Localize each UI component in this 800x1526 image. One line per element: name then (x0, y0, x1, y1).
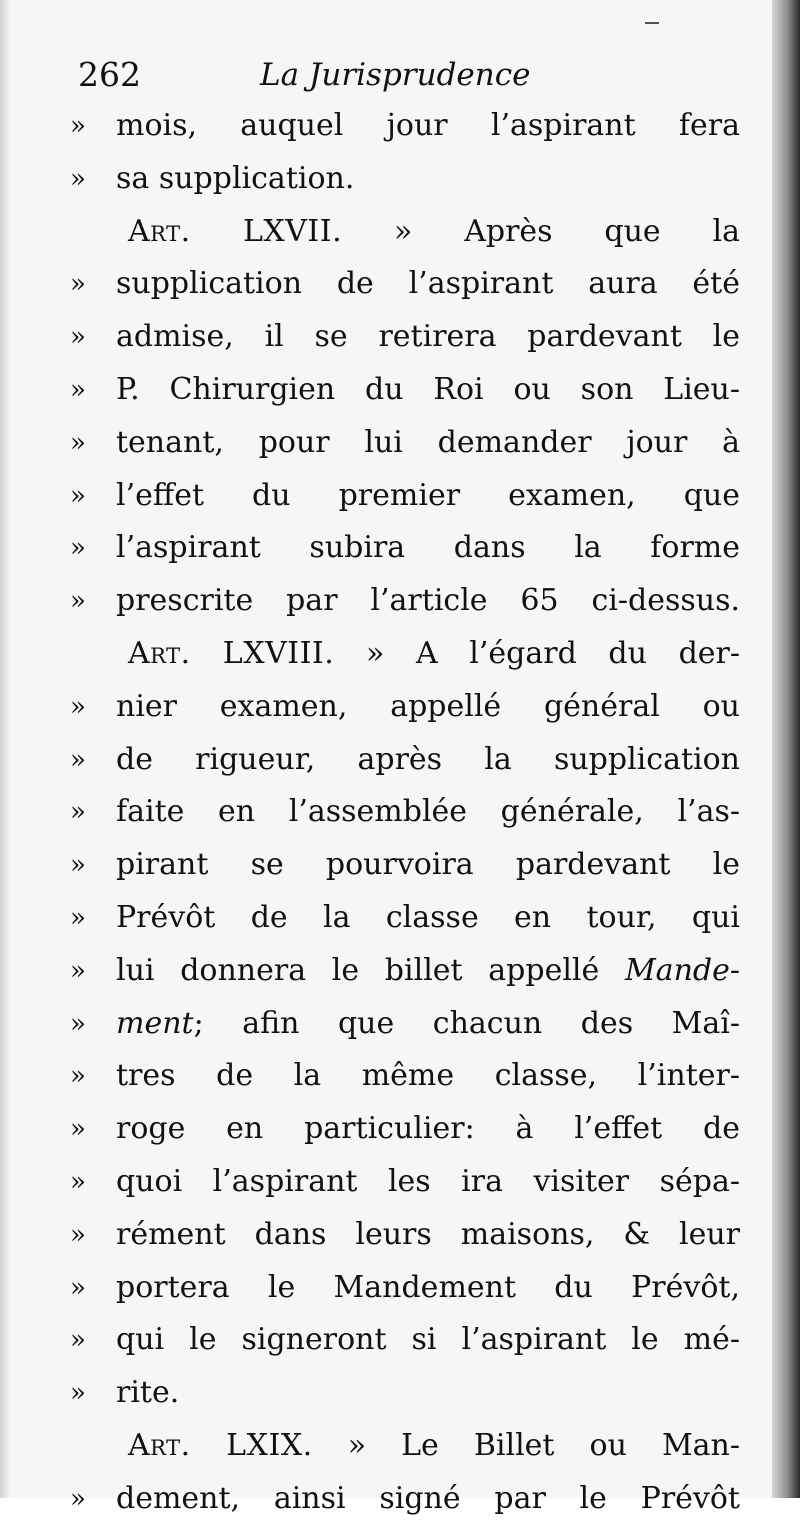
quotation-mark: » (70, 163, 84, 194)
quotation-mark: » (70, 744, 84, 775)
line-text: mois, auquel jour l’aspirant fera (116, 108, 740, 143)
text-line (70, 206, 740, 259)
line-text: de rigueur, après la supplication (116, 741, 740, 777)
quotation-mark: » (70, 1219, 84, 1250)
line-text: pirant se pourvoira pardevant le (116, 847, 740, 883)
line-text: P. Chirurgien du Roi ou son Lieu- (116, 371, 740, 407)
article-label: Art. LXIX. (128, 1427, 313, 1463)
quotation-mark: » (70, 1166, 84, 1197)
text-line (70, 945, 740, 998)
line-text: prescrite par l’article 65 ci-dessus. (116, 583, 740, 619)
quotation-mark: » (70, 480, 84, 511)
quotation-mark: » (70, 1008, 84, 1039)
quotation-mark: » (70, 1378, 84, 1409)
quotation-mark: » (70, 1325, 84, 1356)
text-line (70, 1314, 740, 1367)
text-line (70, 575, 740, 628)
line-text: sa supplication. (116, 160, 355, 196)
text-line (70, 1420, 740, 1473)
quotation-mark: » (70, 1114, 84, 1145)
line-text: tres de la même classe, l’inter- (116, 1058, 740, 1094)
quotation-mark: » (70, 586, 84, 617)
text-line (70, 1473, 740, 1526)
quotation-mark: » (70, 797, 84, 828)
line-text: nier examen, appellé général ou (116, 688, 740, 724)
text-line (70, 153, 740, 206)
line-text: rite. (116, 1375, 180, 1411)
line-text: faite en l’assemblée générale, l’as- (116, 794, 740, 830)
page-left-edge (0, 0, 10, 1498)
quotation-mark: » (70, 533, 84, 564)
text-line (70, 1209, 740, 1262)
text-line (70, 892, 740, 945)
text-line (70, 1262, 740, 1315)
line-text: tenant, pour lui demander jour à (116, 424, 740, 460)
text-line (70, 1103, 740, 1156)
body-text-block (70, 100, 740, 1526)
quotation-mark: » (70, 955, 84, 986)
quotation-mark: » (70, 1272, 84, 1303)
italic-word: ment (116, 1005, 194, 1041)
line-text: l’aspirant subira dans la forme (116, 530, 740, 566)
line-text: roge en particulier: à l’effet de (116, 1111, 740, 1147)
quotation-mark: » (70, 902, 84, 933)
line-text: ment; afin que chacun des Maî- (116, 1005, 740, 1041)
line-text: supplication de l’aspirant aura été (116, 266, 740, 302)
text-line (70, 100, 740, 153)
text-line (70, 522, 740, 575)
page-number: 262 (78, 55, 141, 94)
text-line (70, 1367, 740, 1420)
text-line (70, 1156, 740, 1209)
article-label: Art. LXVIII. (128, 635, 335, 671)
line-text: qui le signeront si l’aspirant le mé- (116, 1322, 740, 1358)
quotation-mark: » (70, 691, 84, 722)
line-text: admise, il se retirera pardevant le (116, 319, 740, 355)
text-line (70, 417, 740, 470)
line-text: Art. LXVII. » Après que la (128, 213, 740, 249)
quotation-mark: » (70, 374, 84, 405)
text-line (70, 364, 740, 417)
text-line (70, 311, 740, 364)
quotation-mark: » (70, 1061, 84, 1092)
line-text: Prévôt de la classe en tour, qui (116, 899, 740, 935)
ink-mark (645, 22, 659, 24)
quotation-mark: » (70, 1483, 84, 1514)
text-line (70, 628, 740, 681)
page-header (78, 50, 758, 100)
quotation-mark: » (70, 427, 84, 458)
text-line (70, 470, 740, 523)
quotation-mark: » (70, 111, 84, 141)
article-label: Art. LXVII. (128, 213, 343, 249)
quotation-mark: » (70, 850, 84, 881)
running-title: La Jurisprudence (260, 57, 531, 93)
line-text: lui donnera le billet appellé Mande- (116, 952, 740, 988)
line-text: Art. LXIX. » Le Billet ou Man- (128, 1427, 741, 1463)
line-text: l’effet du premier examen, que (116, 477, 740, 513)
text-line (70, 681, 740, 734)
text-line (70, 1050, 740, 1103)
line-text: quoi l’aspirant les ira visiter sépa- (116, 1163, 740, 1199)
text-line (70, 786, 740, 839)
quotation-mark: » (70, 269, 84, 300)
quotation-mark: » (70, 322, 84, 353)
text-line (70, 839, 740, 892)
line-text: portera le Mandement du Prévôt, (116, 1269, 740, 1305)
text-line (70, 734, 740, 787)
binding-shadow (772, 0, 800, 1498)
line-text: rément dans leurs maisons, & leur (116, 1216, 740, 1252)
text-line (70, 998, 740, 1051)
line-text: Art. LXVIII. » A l’égard du der- (128, 635, 741, 671)
line-text: dement, ainsi signé par le Prévôt (116, 1480, 740, 1516)
italic-word: Mande- (624, 952, 740, 988)
text-line (70, 258, 740, 311)
